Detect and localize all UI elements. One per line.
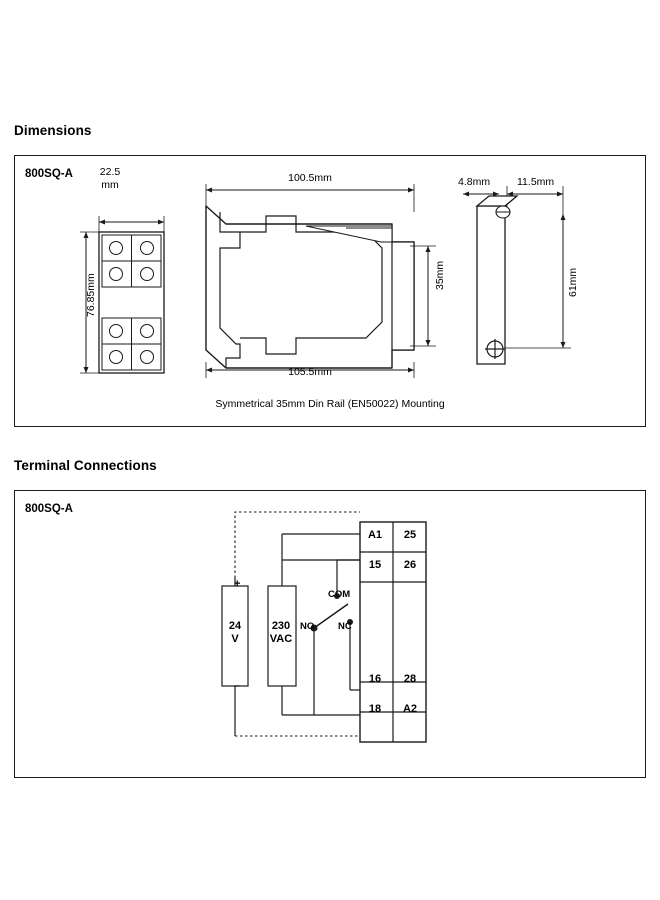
terminal-model-label: 800SQ-A [25, 503, 73, 515]
front-view-drawing [64, 180, 194, 390]
terminal-28: 28 [403, 673, 417, 685]
front-width-unit: mm [101, 179, 119, 191]
side-view-drawing [196, 172, 446, 387]
front-width-value-line1: 22.5 [99, 166, 121, 178]
bracket-view-drawing [455, 172, 635, 387]
terminal-16: 16 [368, 673, 382, 685]
ac-source-label-line2: VAC [269, 633, 293, 645]
dimensions-model-label: 800SQ-A [25, 168, 73, 180]
terminal-18: 18 [368, 703, 382, 715]
bracket-slot-width-value: 4.8mm [458, 176, 491, 188]
bracket-height-value: 61mm [567, 267, 579, 297]
terminal-15: 15 [368, 559, 382, 571]
dc-minus-label: – [234, 680, 241, 692]
dimensions-caption: Symmetrical 35mm Din Rail (EN50022) Mounting [215, 398, 445, 410]
dimensions-section-title: Dimensions [14, 123, 92, 138]
terminal-a1: A1 [367, 529, 383, 541]
dc-plus-label: + [234, 578, 241, 590]
com-label: COM [328, 589, 351, 600]
dc-source-label-line2: V [231, 633, 239, 645]
terminal-section-title: Terminal Connections [14, 458, 157, 473]
side-bottom-width-value: 105.5mm [288, 366, 332, 378]
bracket-offset-value: 11.5mm [517, 176, 555, 188]
side-depth-value: 35mm [434, 260, 446, 290]
ac-source-label-line1: 230 [271, 620, 291, 632]
terminal-26: 26 [403, 559, 417, 571]
nc-label: NC [338, 621, 352, 632]
dc-source-label-line1: 24 [228, 620, 242, 632]
no-label: NO [300, 621, 315, 632]
front-height-value: 76.85mm [85, 273, 97, 317]
terminal-25: 25 [403, 529, 417, 541]
side-top-width-value: 100.5mm [288, 172, 332, 184]
terminal-a2: A2 [402, 703, 418, 715]
